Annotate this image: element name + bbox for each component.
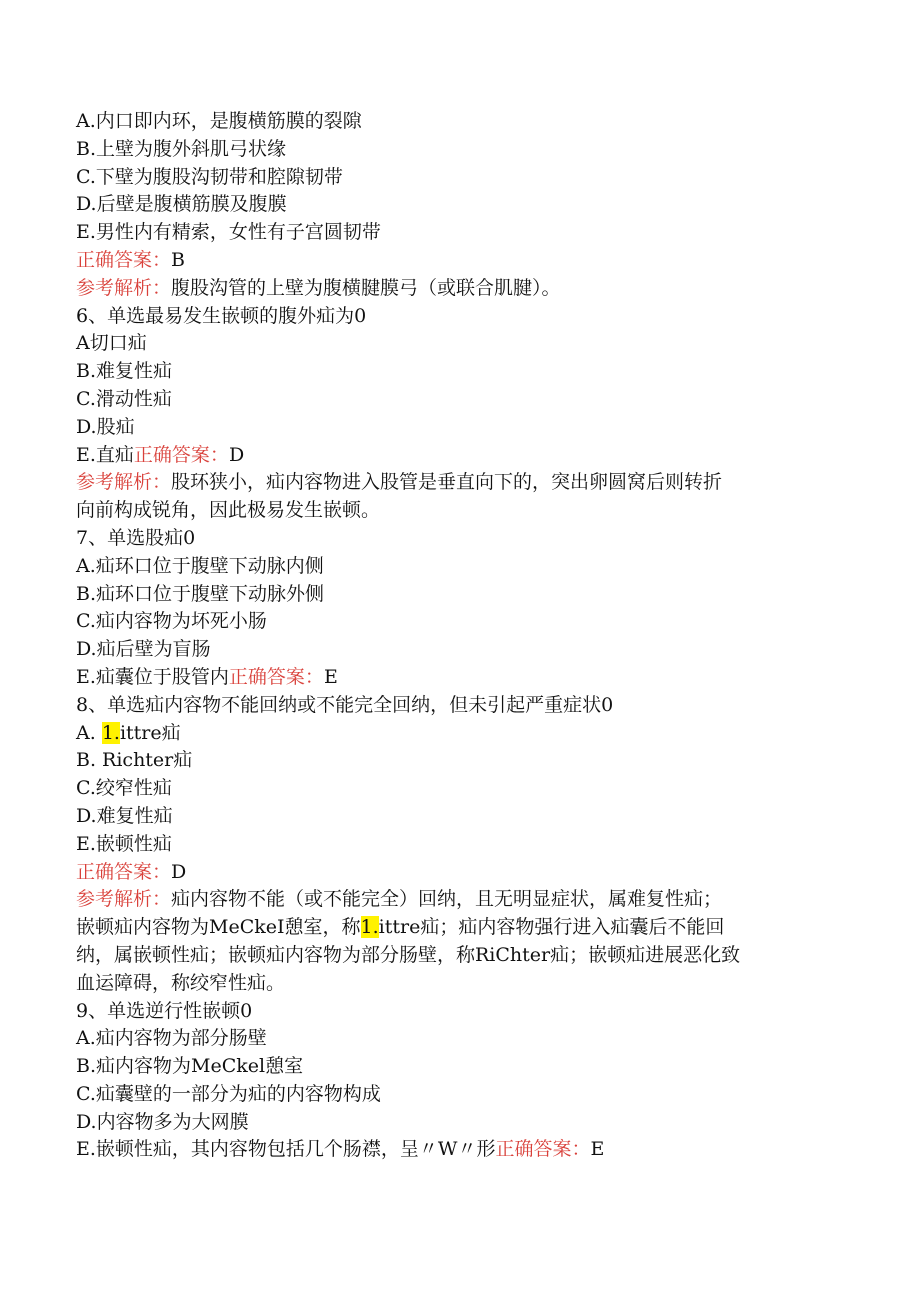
text-line (76, 553, 836, 581)
text-line (76, 859, 836, 887)
answer-label: 参考解析： (76, 276, 172, 299)
text-segment: 血运障碍，称绞窄性疝。 (76, 971, 286, 994)
text-line (76, 164, 836, 192)
text-segment: 疝内容物不能（或不能完全）回纳，且无明显症状，属难复性疝； (171, 888, 723, 911)
text-segment: B (171, 248, 185, 271)
document-body (76, 108, 836, 1164)
text-segment: B.疝内容物为MeCkel憩室 (76, 1055, 304, 1078)
text-segment: 9、单选逆行性嵌顿0 (76, 999, 253, 1022)
text-segment: A.疝内容物为部分肠壁 (76, 1027, 267, 1050)
text-segment: B.上壁为腹外斜肌弓状缘 (76, 137, 287, 160)
text-segment: 8、单选疝内容物不能回纳或不能完全回纳，但未引起严重症状0 (76, 693, 614, 716)
text-line (76, 775, 836, 803)
text-line (76, 914, 836, 942)
answer-label: 参考解析： (76, 471, 172, 494)
text-segment: D.内容物多为大网膜 (76, 1110, 249, 1133)
text-line (76, 970, 836, 998)
text-segment: E (590, 1138, 605, 1161)
text-segment: E (323, 665, 338, 688)
text-segment: 股环狭小，疝内容物进入股管是垂直向下的，突出卵圆窝后则转折 (171, 471, 723, 494)
text-line (76, 1025, 836, 1053)
answer-label: 正确答案： (76, 248, 172, 271)
text-segment: C.滑动性疝 (76, 387, 172, 410)
text-segment: 向前构成锐角，因此极易发生嵌顿。 (76, 499, 381, 522)
text-segment: A切口疝 (76, 332, 147, 355)
text-segment: A. (76, 721, 102, 744)
text-line (76, 998, 836, 1026)
text-line (76, 525, 836, 553)
text-segment: C.下壁为腹股沟韧带和腔隙韧带 (76, 165, 343, 188)
text-segment: E.嵌顿性疝，其内容物包括几个肠襟，呈〃W〃形 (76, 1138, 496, 1161)
text-line (76, 303, 836, 331)
text-line (76, 692, 836, 720)
answer-label: 正确答案： (228, 665, 324, 688)
text-line (76, 1081, 836, 1109)
text-segment: A.疝环口位于腹壁下动脉内侧 (76, 554, 324, 577)
text-segment: D.后壁是腹横筋膜及腹膜 (76, 193, 287, 216)
text-line (76, 358, 836, 386)
text-segment: C.疝囊壁的一部分为疝的内容物构成 (76, 1082, 381, 1105)
text-segment: 6、单选最易发生嵌顿的腹外疝为0 (76, 304, 367, 327)
answer-label: 正确答案： (495, 1138, 591, 1161)
text-segment: B.难复性疝 (76, 360, 173, 383)
text-segment: E.疝囊位于股管内 (76, 665, 229, 688)
text-line (76, 608, 836, 636)
text-line (76, 219, 836, 247)
answer-label: 正确答案： (76, 860, 172, 883)
text-segment: 纳，属嵌顿性疝；嵌顿疝内容物为部分肠壁，称RiChter疝；嵌顿疝进展恶化致 (76, 943, 741, 966)
text-line (76, 330, 836, 358)
text-line (76, 386, 836, 414)
text-line (76, 581, 836, 609)
text-line (76, 942, 836, 970)
text-line (76, 803, 836, 831)
text-segment: D.难复性疝 (76, 804, 173, 827)
text-line (76, 108, 836, 136)
text-segment: D.疝后壁为盲肠 (76, 638, 211, 661)
text-line (76, 720, 836, 748)
answer-label: 正确答案： (133, 443, 229, 466)
text-line (76, 831, 836, 859)
text-line (76, 886, 836, 914)
text-segment: B.疝环口位于腹壁下动脉外侧 (76, 582, 325, 605)
text-segment: D (171, 860, 187, 883)
text-line (76, 469, 836, 497)
text-line (76, 1109, 836, 1137)
text-segment: D (228, 443, 245, 466)
text-line (76, 636, 836, 664)
text-segment: D.股疝 (76, 415, 135, 438)
text-segment: 嵌顿疝内容物为MeCkeI憩室，称 (76, 916, 361, 939)
text-line (76, 497, 836, 525)
highlighted-text: 1. (101, 721, 120, 744)
text-line (76, 664, 836, 692)
text-segment: 7、单选股疝0 (76, 526, 196, 549)
text-segment: C.绞窄性疝 (76, 777, 172, 800)
text-segment: C.疝内容物为坏死小肠 (76, 610, 267, 633)
text-line (76, 414, 836, 442)
text-segment: E.直疝 (76, 443, 134, 466)
answer-label: 参考解析： (76, 888, 172, 911)
highlighted-text: 1. (360, 916, 379, 939)
text-segment: ittre疝；疝内容物强行进入疝囊后不能回 (378, 916, 725, 939)
text-segment: ittre疝 (119, 721, 181, 744)
text-line (76, 442, 836, 470)
text-line (76, 275, 836, 303)
text-line (76, 1136, 836, 1164)
text-segment: 腹股沟管的上壁为腹横腱膜弓（或联合肌腱）。 (171, 276, 561, 299)
text-segment: E.嵌顿性疝 (76, 832, 172, 855)
text-line (76, 247, 836, 275)
text-line (76, 1053, 836, 1081)
text-segment: E.男性内有精索，女性有子宫圆韧带 (76, 221, 381, 244)
text-segment: B. Richter疝 (76, 749, 193, 772)
text-line (76, 191, 836, 219)
text-line (76, 136, 836, 164)
text-segment: A.内口即内环，是腹横筋膜的裂隙 (76, 110, 362, 132)
text-line (76, 747, 836, 775)
